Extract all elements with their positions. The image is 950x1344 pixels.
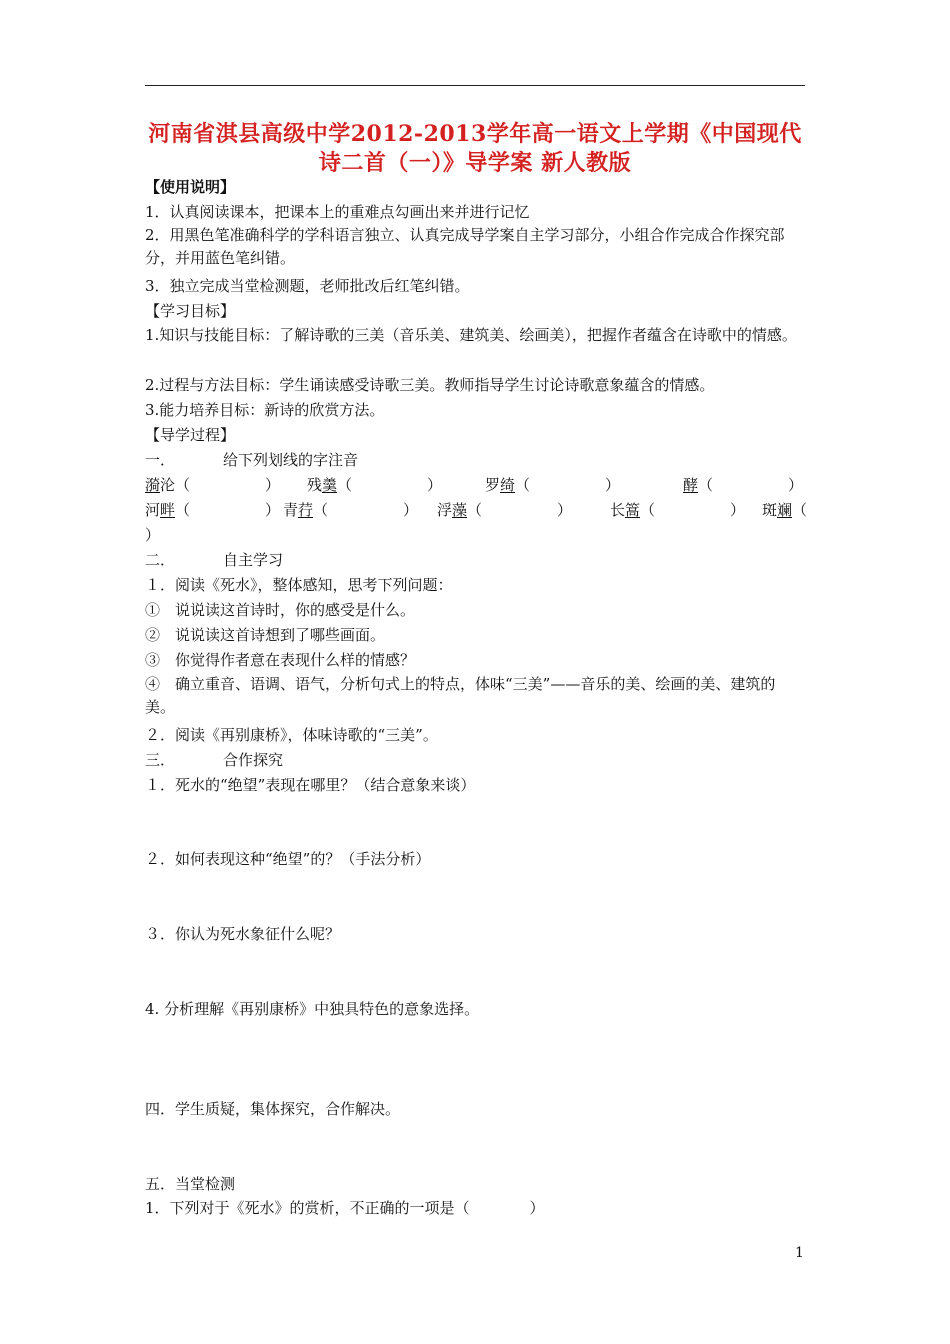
section-2-question-1: １．阅读《死水》，整体感知，思考下列问题： xyxy=(145,576,453,594)
usage-item-2: 2．用黑色笔准确科学的学科语言独立、认真完成导学案自主学习部分，小组合作完成合作探究部分，并用蓝色笔纠错。 xyxy=(145,226,785,267)
section-3-question-2: ２．如何表现这种“绝望”的？（手法分析） xyxy=(145,850,431,868)
section-2-title: 自主学习 xyxy=(223,551,284,569)
goals-item-2: 2.过程与方法目标：学生诵读感受诗歌三美。教师指导学生讨论诗歌意象蕴含的情感。 xyxy=(145,376,715,394)
pinyin-closing-paren: ） xyxy=(145,526,161,544)
usage-heading: 【使用说明】 xyxy=(145,178,236,196)
section-2-question-2: ２．阅读《再别康桥》，体味诗歌的“三美”。 xyxy=(145,726,438,744)
section-2-number: 二． xyxy=(145,551,176,569)
pinyin-item: 长篙（ ） xyxy=(610,501,746,519)
section-2-sub-1: ① 说说读这首诗时，你的感受是什么。 xyxy=(145,601,416,619)
page-number: 1 xyxy=(795,1245,804,1261)
pinyin-item: 河畔（ ） xyxy=(145,501,281,519)
section-3-title: 合作探究 xyxy=(223,751,284,769)
section-2-sub-3: ③ 你觉得作者意在表现什么样的情感？ xyxy=(145,651,416,669)
pinyin-item: 漪沦（ ） xyxy=(145,476,281,494)
section-3-number: 三． xyxy=(145,751,176,769)
header-rule xyxy=(145,85,805,86)
usage-item-3: 3．独立完成当堂检测题，老师批改后红笔纠错。 xyxy=(145,277,470,295)
section-1-number: 一． xyxy=(145,451,176,469)
pinyin-item: 斑斓（ xyxy=(762,501,808,519)
section-3-question-1: １．死水的“绝望”表现在哪里？（结合意象来谈） xyxy=(145,776,476,794)
goals-item-1: 1.知识与技能目标：了解诗歌的三美（音乐美、建筑美、绘画美），把握作者蕴含在诗歌中的情感。 xyxy=(145,326,797,344)
goals-heading: 【学习目标】 xyxy=(145,302,236,320)
section-5-question-1: 1．下列对于《死水》的赏析，不正确的一项是（ ） xyxy=(145,1199,545,1217)
section-4-heading: 四．学生质疑，集体探究，合作解决。 xyxy=(145,1100,401,1118)
section-1-title: 给下列划线的字注音 xyxy=(223,451,359,469)
pinyin-item: 残羹（ ） xyxy=(307,476,443,494)
pinyin-item: 酵（ ） xyxy=(683,476,804,494)
section-3-question-4: 4. 分析理解《再别康桥》中独具特色的意象选择。 xyxy=(145,1000,480,1018)
usage-item-1: 1．认真阅读课本，把课本上的重难点勾画出来并进行记忆 xyxy=(145,203,530,221)
goals-item-3: 3.能力培养目标：新诗的欣赏方法。 xyxy=(145,401,385,419)
section-1-heading xyxy=(145,450,358,470)
section-2-heading xyxy=(145,550,283,570)
section-2-sub-4: ④ 确立重音、语调、语气，分析句式上的特点，体味“三美”——音乐的美、绘画的美、建筑的美。 xyxy=(145,675,776,716)
pinyin-item: 罗绮（ ） xyxy=(485,476,621,494)
section-3-question-3: ３．你认为死水象征什么呢？ xyxy=(145,925,341,943)
section-5-heading: 五．当堂检测 xyxy=(145,1175,236,1193)
process-heading: 【导学过程】 xyxy=(145,426,236,444)
section-2-sub-2: ② 说说读这首诗想到了哪些画面。 xyxy=(145,626,386,644)
pinyin-item: 青荇（ ） xyxy=(283,501,419,519)
section-3-heading xyxy=(145,750,283,770)
pinyin-item: 浮藻（ ） xyxy=(437,501,573,519)
document-title: 河南省淇县高级中学2012-2013学年高一语文上学期《中国现代诗二首（一）》导学案 新人教版 xyxy=(148,121,802,176)
